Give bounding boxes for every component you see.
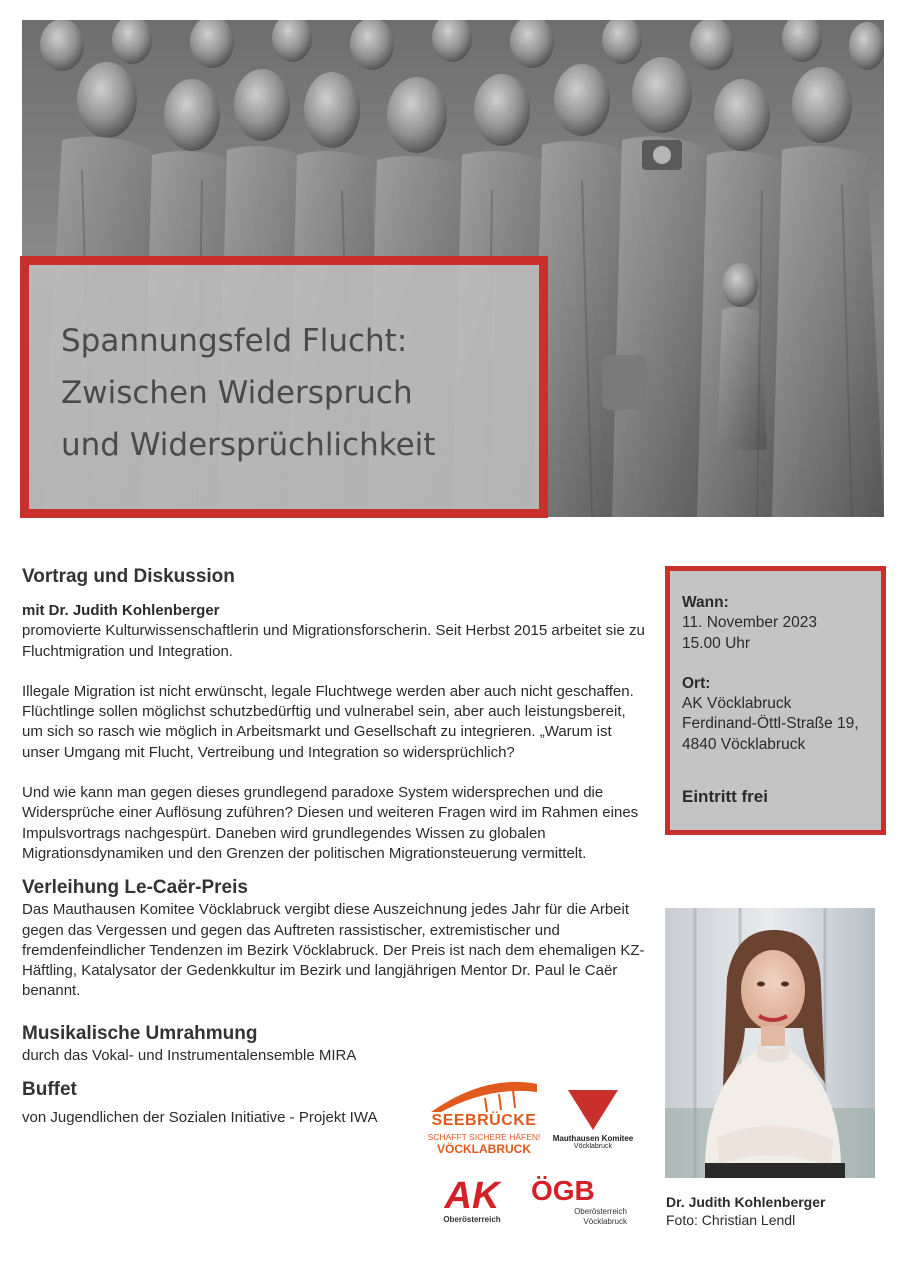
caption-credit: Foto: Christian Lendl <box>666 1212 796 1228</box>
portrait-illustration <box>665 908 875 1178</box>
mauthausen-komitee-logo <box>548 1088 638 1158</box>
music-heading: Musikalische Umrahmung <box>22 1022 258 1044</box>
portrait-caption <box>666 1193 825 1229</box>
where-label: Ort: <box>682 674 711 692</box>
page-title <box>61 315 531 471</box>
oegb-mark-icon <box>527 1172 632 1206</box>
oegb-subtitle-2: Vöcklabruck <box>583 1217 627 1226</box>
oegb-mark: ÖGB <box>531 1175 595 1206</box>
award-text: Das Mauthausen Komitee Vöcklabruck vergibt diese Auszeichnung jedes Jahr für die Arbeit gegen das Vergessen und gegen das Auftreten rassistischer, extremistischer und fremdenfeindlicher Tendenzen im Bezirk Vöcklabruck. Der Preis ist nach dem ehemaligen KZ-Häftling, Katalysator der Gedenkkultur im Bezirk und langjährigen Mentor Dr. Paul le Caër benannt. <box>22 901 645 1000</box>
lecture-speaker: mit Dr. Judith Kohlenberger <box>22 602 220 619</box>
seebruecke-logo <box>425 1080 543 1158</box>
ak-mark-icon <box>437 1172 507 1214</box>
admission-note: Eintritt frei <box>682 787 768 807</box>
buffet-text: von Jugendlichen der Sozialen Initiative - Projekt IWA <box>22 1109 378 1127</box>
ak-subtitle: Oberösterreich <box>443 1215 501 1224</box>
ak-logo <box>437 1172 507 1228</box>
oegb-logo <box>527 1172 632 1228</box>
lecture-bio: promovierte Kulturwissenschaftlerin und Migrationsforscherin. Seit Herbst 2015 arbeitet sie zu Fluchtmigration und Integration. <box>22 622 645 660</box>
when-label: Wann: <box>682 594 729 611</box>
mk-name: Mauthausen Komitee <box>552 1134 634 1143</box>
lecture-paragraph-2: Und wie kann man gegen dieses grundlegend paradoxe System widersprechen und die Widersprüche einer Auflösung zuführen? Diesen und weiteren Fragen wird im Rahmen eines Impulsvortrags nachgespürt. Daneben wird grundlegendes Wissen zu globalen Migrationsdynamiken und den Grenzen der politischen Migrationsteuerung vermittelt. <box>22 784 639 862</box>
event-street: Ferdinand-Öttl-Straße 19, <box>682 715 859 733</box>
lecture-heading: Vortrag und Diskussion <box>22 566 235 587</box>
speaker-portrait <box>665 908 875 1178</box>
event-city: 4840 Vöcklabruck <box>682 735 806 753</box>
oegb-subtitle-1: Oberösterreich <box>574 1207 627 1216</box>
title-line-3: und Widersprüchlichkeit <box>61 427 436 463</box>
seebruecke-city: VÖCKLABRUCK <box>437 1142 531 1156</box>
title-line-1: Spannungsfeld Flucht: <box>61 323 408 359</box>
mk-city: Vöcklabruck <box>573 1143 613 1150</box>
seebruecke-title: SEEBRÜCKE <box>431 1112 537 1129</box>
lecture-paragraph-1: Illegale Migration ist nicht erwünscht, legale Fluchtwege werden aber auch nicht geschaffen. Flüchtlinge sollen möglichst schutzbedürftig und vulnerabel sein, aber auch leistungsbereit, um sich so rasch wie möglich in Arbeitsmarkt und Gesellschaft zu integrieren. „Warum ist unser Umgang mit Flucht, Vertreibung und Integration so widersprüchlich? <box>22 682 634 761</box>
ak-mark: AK <box>444 1175 500 1214</box>
event-time: 15.00 Uhr <box>682 634 751 652</box>
title-box <box>20 256 548 518</box>
red-triangle-icon <box>548 1088 638 1132</box>
buffet-heading: Buffet <box>22 1079 77 1101</box>
main-content <box>22 565 647 1128</box>
caption-name: Dr. Judith Kohlenberger <box>666 1194 826 1210</box>
seebruecke-subtitle: SCHAFFT SICHERE HÄFEN! <box>427 1132 541 1142</box>
seebruecke-arc-icon <box>425 1080 543 1114</box>
event-info-box <box>665 566 886 835</box>
event-date: 11. November 2023 <box>682 614 817 632</box>
title-line-2: Zwischen Widerspruch <box>61 375 413 411</box>
music-text: durch das Vokal- und Instrumentalensemble MIRA <box>22 1046 357 1064</box>
event-venue: AK Vöcklabruck <box>682 695 792 713</box>
award-heading: Verleihung Le-Caër-Preis <box>22 877 248 899</box>
